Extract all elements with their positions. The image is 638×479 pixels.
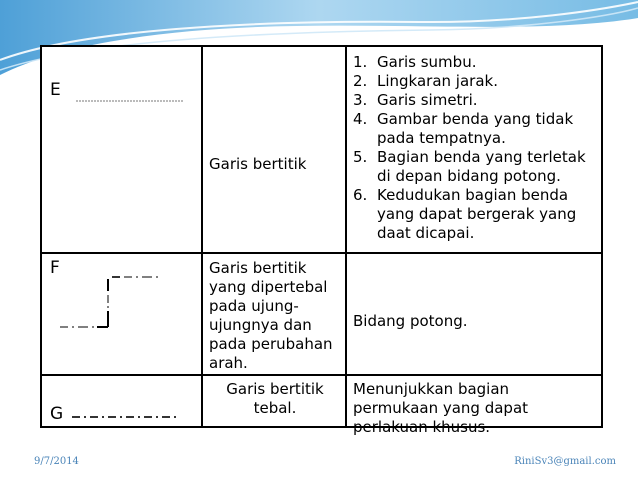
list-item: 5. Bagian benda yang terletak di depan bidang potong. — [353, 148, 586, 185]
row-divider — [42, 374, 601, 376]
row-divider — [42, 252, 601, 254]
column-divider — [345, 47, 347, 426]
uses-list — [353, 53, 593, 243]
row-g-line-name: Garis bertitik tebal. — [226, 380, 324, 417]
footer-email: RiniSv3@gmail.com — [514, 456, 616, 467]
list-item: 2. Lingkaran jarak. — [353, 72, 498, 90]
row-letter-e: E — [50, 80, 61, 100]
row-letter-f: F — [50, 258, 60, 278]
list-item: 3. Garis simetri. — [353, 91, 478, 109]
row-f-line-name: Garis bertitik yang dipertebal pada ujung-ujungnya dan pada perubahan arah. — [209, 259, 333, 372]
thick-dotted-line-sample-g — [70, 414, 182, 420]
row-letter-g: G — [50, 404, 64, 424]
list-item: 4. Gambar benda yang tidak pada tempatnya. — [353, 110, 574, 147]
line-types-table — [40, 45, 603, 436]
row-e-line-name: Garis bertitik — [209, 155, 307, 173]
row-e-uses — [353, 53, 593, 243]
list-item: 1. Garis sumbu. — [353, 53, 477, 71]
dotted-line-sample-e — [76, 98, 184, 104]
row-f-use: Bidang potong. — [353, 312, 468, 330]
thickened-dotted-line-sample-f — [56, 271, 166, 331]
row-g-use: Menunjukkan bagian permukaan yang dapat perlakuan khusus. — [353, 380, 529, 436]
list-item: 6. Kedudukan bagian benda yang dapat bergerak yang daat dicapai. — [353, 186, 577, 242]
column-divider — [201, 47, 203, 426]
footer-date: 9/7/2014 — [34, 456, 79, 467]
